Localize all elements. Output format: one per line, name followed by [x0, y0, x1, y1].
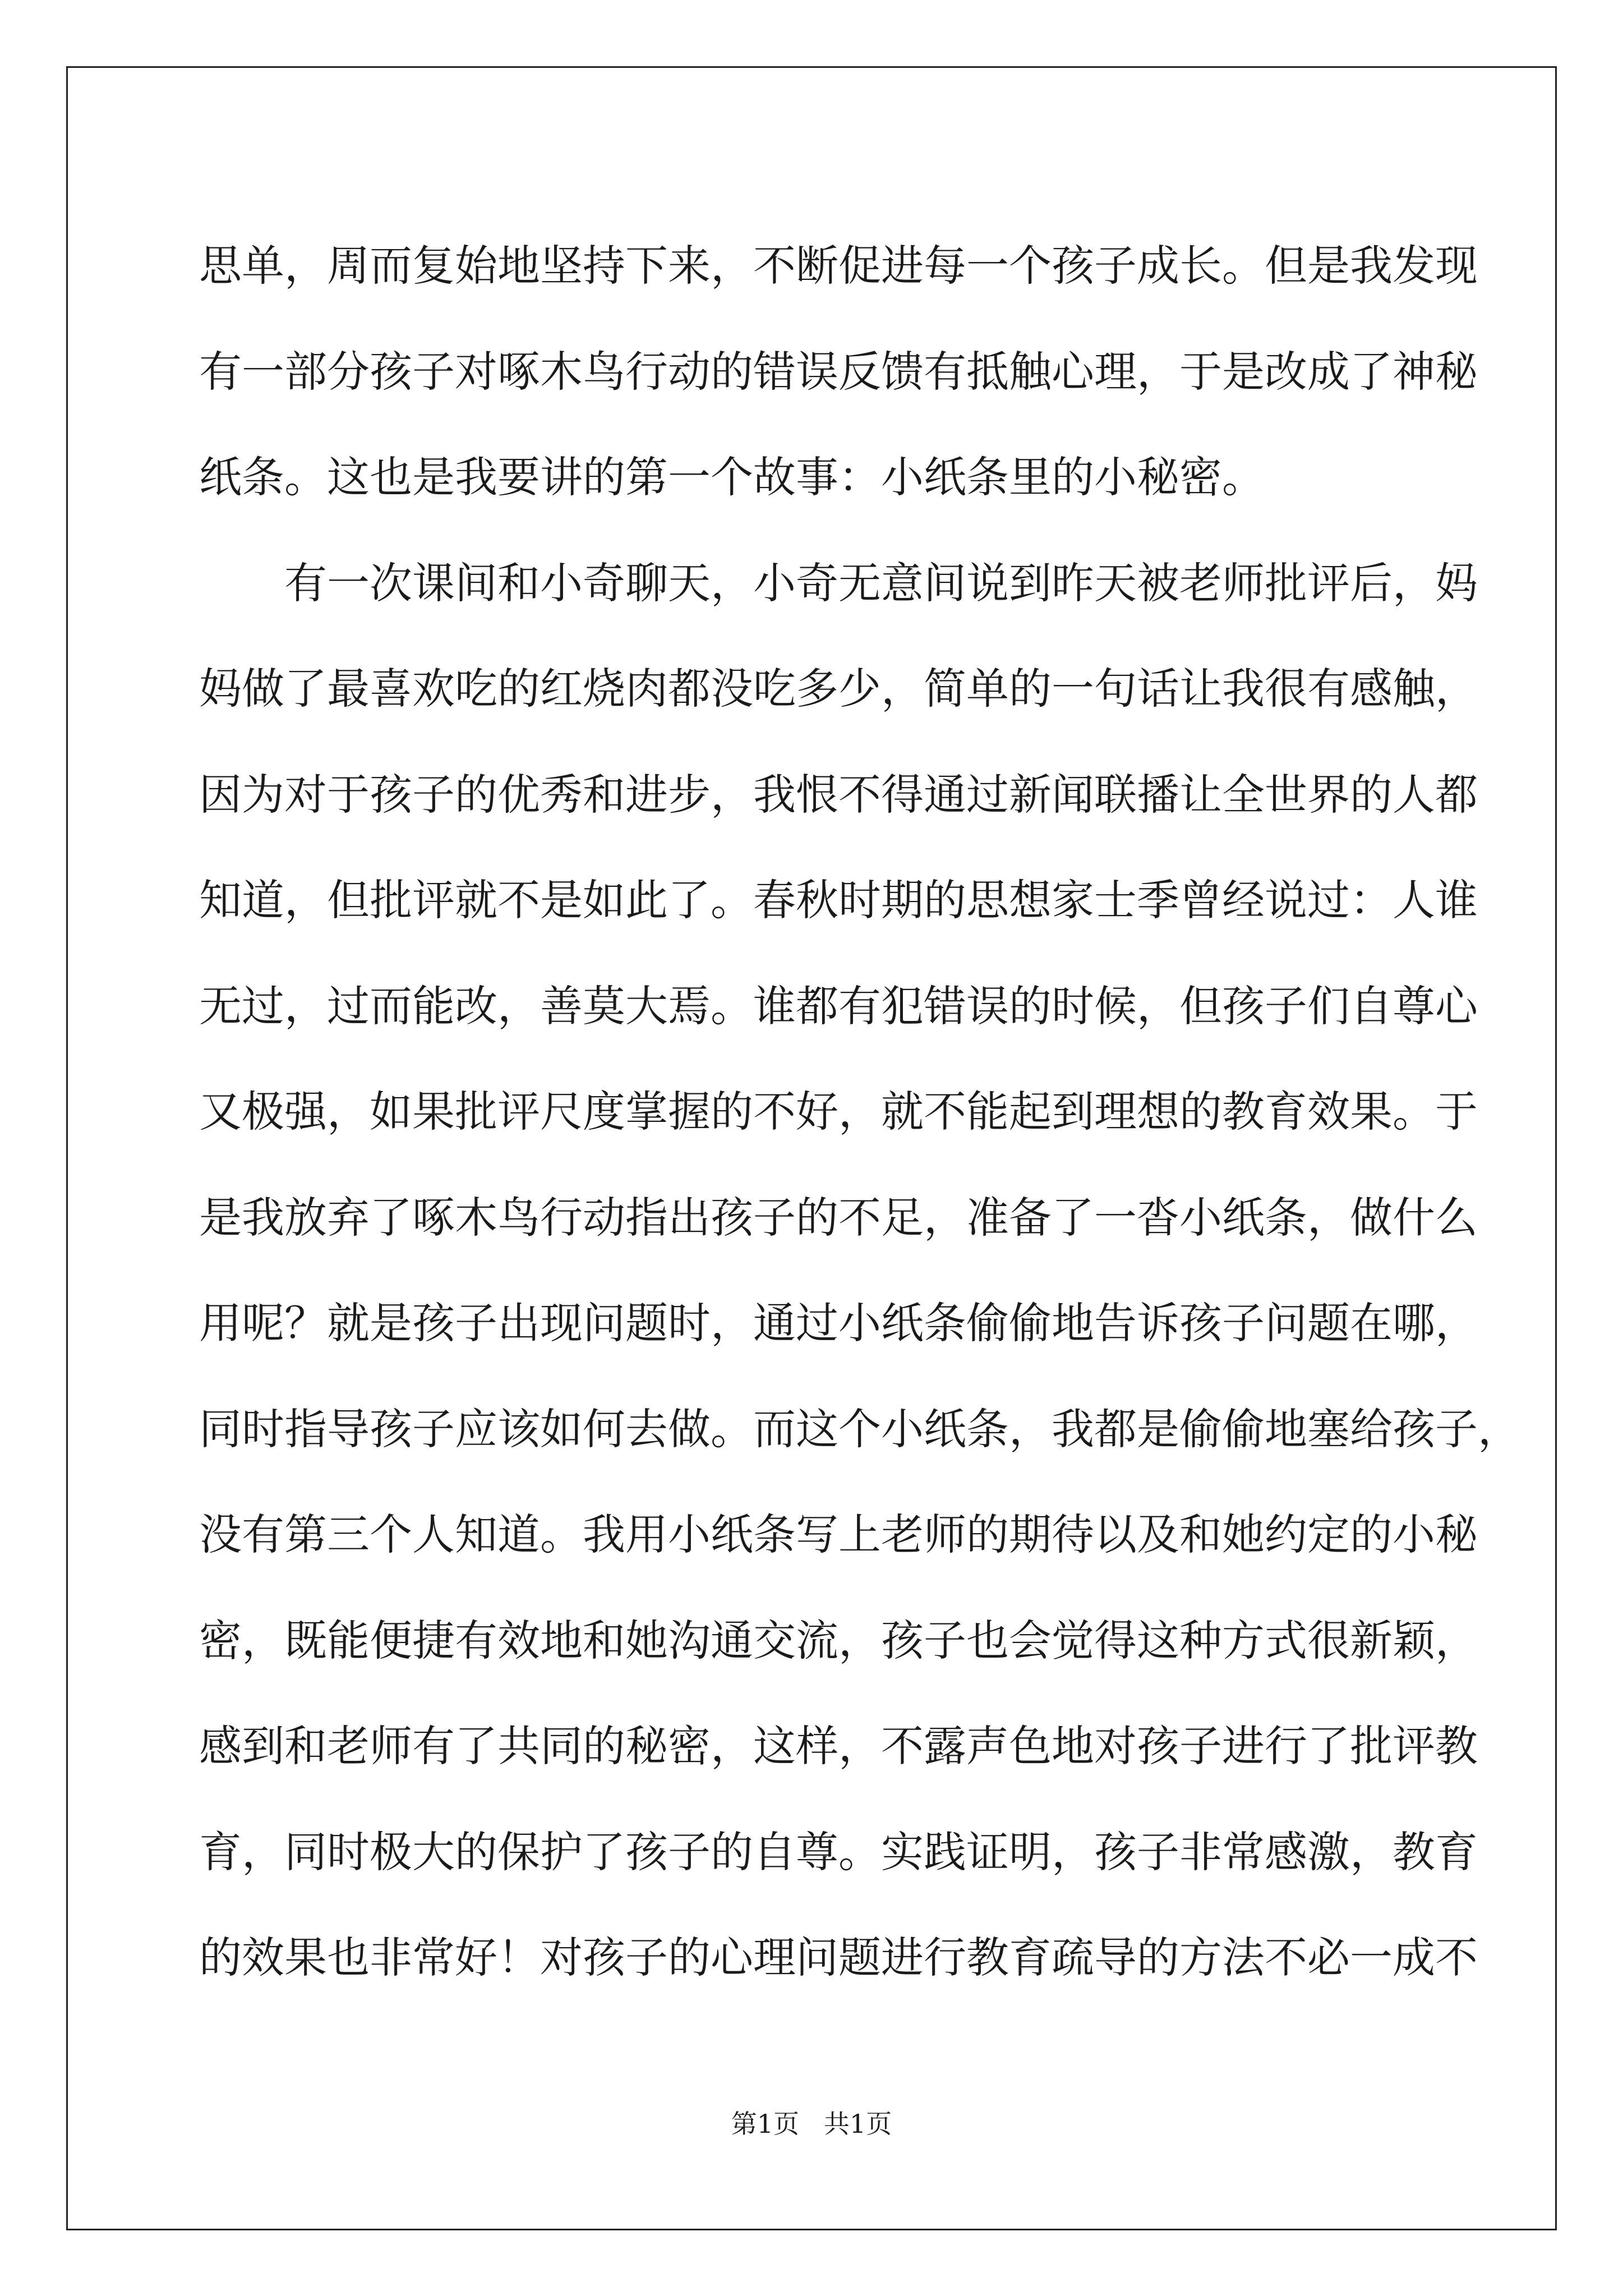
text-line: 没有第三个人知道。我用小纸条写上老师的期待以及和她约定的小秘	[199, 1510, 1478, 1559]
text-line: 是我放弃了啄木鸟行动指出孩子的不足，准备了一沓小纸条，做什么	[199, 1192, 1478, 1243]
text-line: 无过，过而能改，善莫大焉。谁都有犯错误的时候，但孩子们自尊心	[199, 981, 1478, 1031]
text-line: 的效果也非常好！对孩子的心理问题进行教育疏导的方法不必一成不	[199, 1932, 1478, 1982]
text-line: 用呢？就是孩子出现问题时，通过小纸条偷偷地告诉孩子问题在哪，	[199, 1298, 1478, 1348]
text-line: 又极强，如果批评尺度掌握的不好，就不能起到理想的教育效果。于	[199, 1087, 1478, 1137]
document-body	[199, 213, 1520, 2011]
text-line: 纸条。这也是我要讲的第一个故事：小纸条里的小秘密。	[199, 452, 1265, 502]
text-line: 知道，但批评就不是如此了。春秋时期的思想家士季曾经说过：人谁	[199, 875, 1478, 925]
text-line: 思单，周而复始地坚持下来，不断促进每一个孩子成长。但是我发现	[199, 241, 1478, 291]
text-line: 妈做了最喜欢吃的红烧肉都没吃多少，简单的一句话让我很有感触，	[199, 664, 1478, 714]
text-line: 有一部分孩子对啄木鸟行动的错误反馈有抵触心理，于是改成了神秘	[199, 346, 1478, 397]
text-line: 有一次课间和小奇聊天，小奇无意间说到昨天被老师批评后，妈	[284, 558, 1478, 608]
page-number: 第1页 共1页	[731, 2109, 892, 2139]
text-line: 同时指导孩子应该如何去做。而这个小纸条，我都是偷偷地塞给孩子，	[199, 1404, 1520, 1454]
text-line: 因为对于孩子的优秀和进步，我恨不得通过新闻联播让全世界的人都	[199, 769, 1478, 820]
text-line: 感到和老师有了共同的秘密，这样，不露声色地对孩子进行了批评教	[199, 1721, 1478, 1771]
text-line: 密，既能便捷有效地和她沟通交流，孩子也会觉得这种方式很新颖，	[199, 1615, 1478, 1665]
text-line: 育，同时极大的保护了孩子的自尊。实践证明，孩子非常感激，教育	[199, 1826, 1478, 1877]
